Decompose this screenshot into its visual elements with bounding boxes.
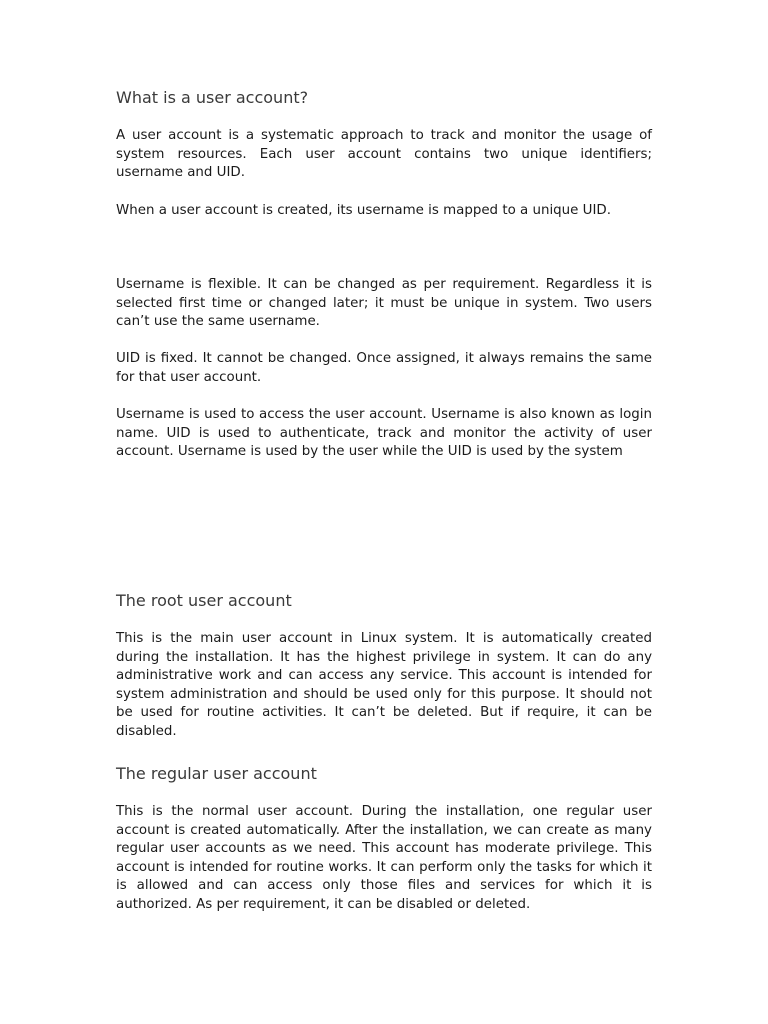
paragraph-regular-account: This is the normal user account. During the installation, one regular user account is created automatically. After the installation, we can create as many regular user accounts as we need. This account has moderate privilege. This account is intended for routine works. It can perform only the tasks for which it is allowed and can access only those files and services for which it is authorized. As per requirement, it can be disabled or deleted. <box>116 804 652 912</box>
heading-user-account: What is a user account? <box>116 88 309 107</box>
paragraph-uid-fixed: UID is fixed. It cannot be changed. Once assigned, it always remains the same for that user account. <box>116 351 652 385</box>
paragraph-username-flexible: Username is flexible. It can be changed as per requirement. Regardless it is selected first time or changed later; it must be unique in system. Two users can’t use the same username. <box>116 277 652 330</box>
paragraph-root-account: This is the main user account in Linux system. It is automatically created during the installation. It has the highest privilege in system. It can do any administrative work and can access any service. This account is intended for system administration and should be used only for this purpose. It should not be used for routine activities. It can’t be deleted. But if require, it can be disabled. <box>116 631 652 739</box>
heading-regular-account: The regular user account <box>116 764 317 783</box>
heading-root-account: The root user account <box>116 591 292 610</box>
paragraph-username-mapping: When a user account is created, its username is mapped to a unique UID. <box>116 203 611 218</box>
paragraph-username-vs-uid: Username is used to access the user account. Username is also known as login name. UID is used to authenticate, track and monitor the activity of user account. Username is used by the user while the UID is used by the system <box>116 407 652 460</box>
paragraph-user-account-definition: A user account is a systematic approach to track and monitor the usage of system resources. Each user account contains two unique identifiers; username and UID. <box>116 128 652 181</box>
